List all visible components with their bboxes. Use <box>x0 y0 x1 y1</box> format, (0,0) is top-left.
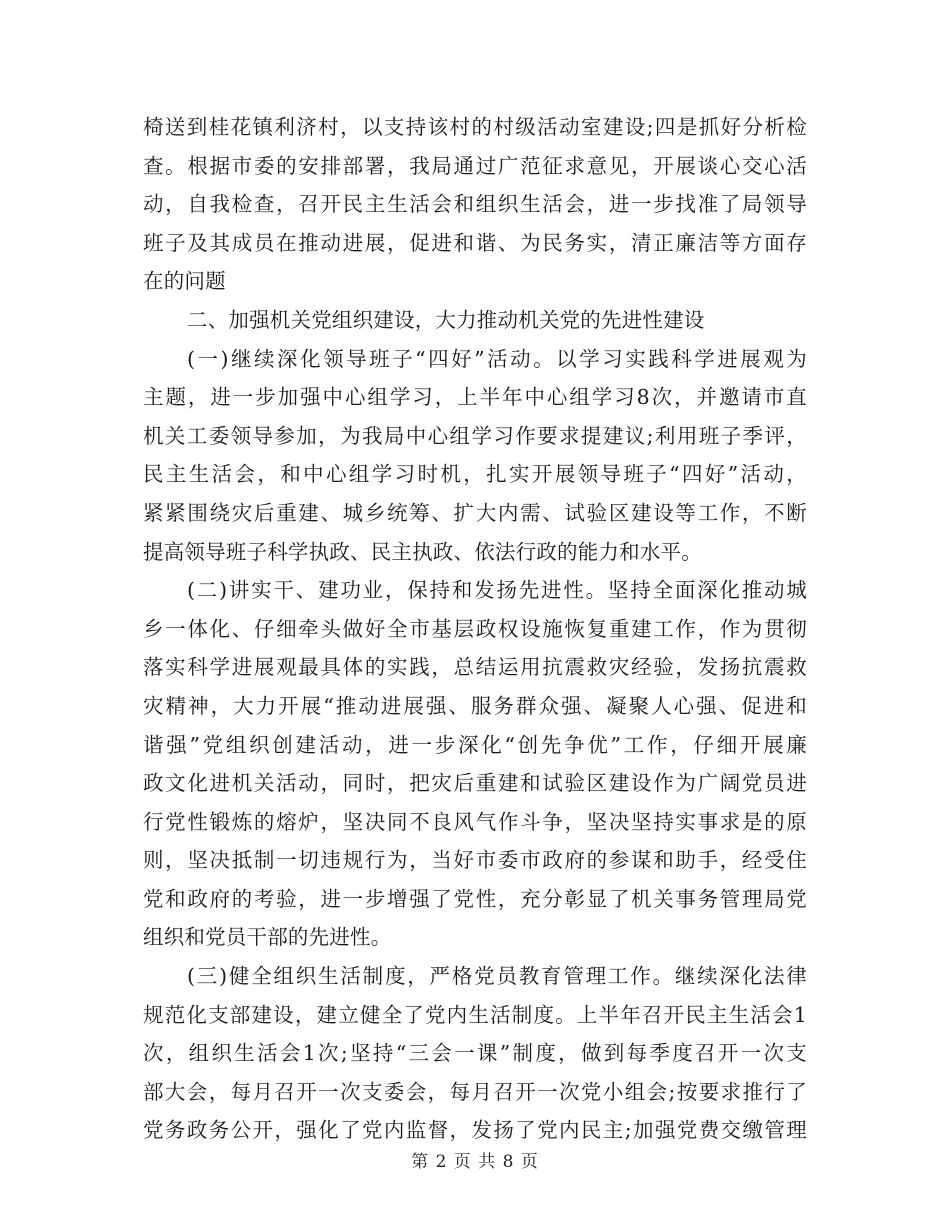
text-line: 动，自我检查，召开民主生活会和组织生活会，进一步找准了局领导 <box>143 192 807 217</box>
text-line: 在的问题 <box>143 269 226 294</box>
text-line: 提高领导班子科学执政、民主执政、依法行政的能力和水平。 <box>143 539 702 564</box>
paragraph-start: (二)讲实干、建功业，保持和发扬先进性。坚持全面深化推动城 <box>187 578 807 603</box>
text-line: 班子及其成员在推动进展，促进和谐、为民务实，清正廉洁等方面存 <box>143 230 807 255</box>
text-line: 则，坚决抵制一切违规行为，当好市委市政府的参谋和助手，经受住 <box>143 848 807 873</box>
text-line: 部大会，每月召开一次支委会，每月召开一次党小组会;按要求推行了 <box>143 1079 807 1104</box>
text-line: 次，组织生活会1次;坚持“三会一课”制度，做到每季度召开一次支 <box>143 1041 807 1066</box>
text-line: 党务政务公开，强化了党内监督，发扬了党内民主;加强党费交缴管理 <box>143 1118 807 1143</box>
text-line: 政文化进机关活动，同时，把灾后重建和试验区建设作为广阔党员进 <box>143 771 807 796</box>
text-line: 乡一体化、仔细牵头做好全市基层政权设施恢复重建工作，作为贯彻 <box>143 616 807 641</box>
text-line: 椅送到桂花镇利济村，以支持该村的村级活动室建设;四是抓好分析检 <box>143 115 807 139</box>
text-line: 规范化支部建设，建立健全了党内生活制度。上半年召开民主生活会1 <box>143 1002 807 1027</box>
text-line: 行党性锻炼的熔炉，坚决同不良风气作斗争，坚决坚持实事求是的原 <box>143 809 807 834</box>
text-line: 灾精神，大力开展“推动进展强、服务群众强、凝聚人心强、促进和 <box>143 693 807 718</box>
text-line: 主题，进一步加强中心组学习，上半年中心组学习8次，并邀请市直 <box>143 385 807 410</box>
body-text <box>143 108 807 1150</box>
paragraph-start: (一)继续深化领导班子“四好”活动。以学习实践科学进展观为 <box>187 346 807 371</box>
text-line: 谐强”党组织创建活动，进一步深化“创先争优”工作，仔细开展廉 <box>143 732 807 757</box>
text-line: 查。根据市委的安排部署，我局通过广范征求意见，开展谈心交心活 <box>143 153 807 178</box>
text-line: 组织和党员干部的先进性。 <box>143 925 392 950</box>
text-line: 民主生活会，和中心组学习时机，扎实开展领导班子“四好”活动， <box>143 462 807 487</box>
page-number-footer: 第 2 页 共 8 页 <box>411 1152 539 1172</box>
text-line: 紧紧围绕灾后重建、城乡统筹、扩大内需、试验区建设等工作，不断 <box>143 500 807 525</box>
text-line: 机关工委领导参加，为我局中心组学习作要求提建议;利用班子季评， <box>143 423 807 448</box>
text-line: 党和政府的考验，进一步增强了党性，充分彰显了机关事务管理局党 <box>143 886 807 911</box>
section-heading: 二、加强机关党组织建设，大力推动机关党的先进性建设 <box>187 307 705 332</box>
paragraph-start: (三)健全组织生活制度，严格党员教育管理工作。继续深化法律 <box>187 964 807 989</box>
text-line: 落实科学进展观最具体的实践，总结运用抗震救灾经验，发扬抗震救 <box>143 655 807 680</box>
